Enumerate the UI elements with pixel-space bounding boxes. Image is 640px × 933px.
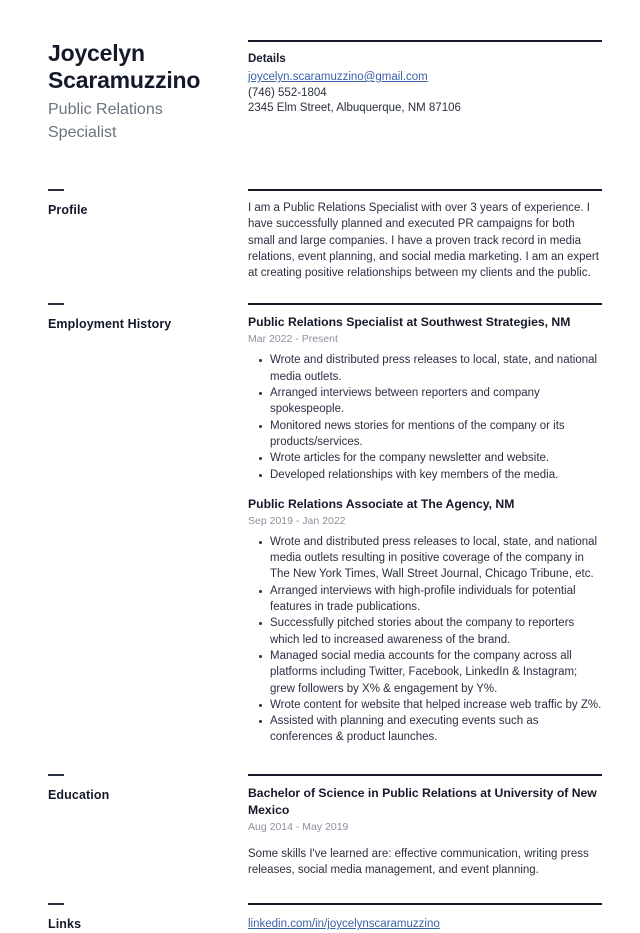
list-item: Wrote and distributed press releases to local, state, and national media outlets resulting in positive coverage of the company in The New York Times, Wall Street Journal, Chicago Tribune, etc. bbox=[270, 534, 602, 583]
list-item: Developed relationships with key members of the media. bbox=[270, 467, 602, 483]
list-item: Wrote and distributed press releases to local, state, and national media outlets. bbox=[270, 352, 602, 385]
section-employment-history bbox=[0, 303, 640, 745]
employment-label-col bbox=[48, 303, 248, 332]
details-phone: (746) 552-1804 bbox=[248, 86, 327, 99]
list-item: Wrote articles for the company newsletter and website. bbox=[270, 450, 602, 466]
list-item: Managed social media accounts for the company across all platforms including Twitter, Facebook, LinkedIn & Instagram; grew followers by X% & engagement by Y%. bbox=[270, 648, 602, 697]
list-item: Wrote content for website that helped increase web traffic by Z%. bbox=[270, 697, 602, 713]
employment-entry-title: Public Relations Associate at The Agency, NM bbox=[248, 496, 515, 511]
profile-label-col bbox=[48, 189, 248, 218]
education-entry-title: Bachelor of Science in Public Relations at University of New Mexico bbox=[248, 785, 597, 817]
section-label-links: Links bbox=[48, 917, 82, 932]
employment-entry-bullets bbox=[248, 534, 602, 746]
education-rule bbox=[248, 774, 602, 776]
dash-marker-icon bbox=[48, 303, 64, 305]
candidate-name: Joycelyn Scaramuzzino bbox=[48, 40, 201, 93]
employment-entry-title: Public Relations Specialist at Southwest Strategies, NM bbox=[248, 315, 571, 330]
section-links bbox=[0, 903, 640, 933]
list-item: Monitored news stories for mentions of the company or its products/services. bbox=[270, 418, 602, 451]
dash-marker-icon bbox=[48, 903, 64, 905]
employment-entry-date: Sep 2019 - Jan 2022 bbox=[248, 514, 346, 527]
employment-entry-date: Mar 2022 - Present bbox=[248, 333, 338, 346]
section-label-employment: Employment History bbox=[48, 317, 172, 332]
list-item: Successfully pitched stories about the company to reporters which led to increased awareness of the brand. bbox=[270, 615, 602, 648]
candidate-job-title: Public Relations Specialist bbox=[48, 101, 163, 141]
employment-entry bbox=[248, 496, 602, 746]
list-item: Arranged interviews with high-profile individuals for potential features in trade publications. bbox=[270, 583, 602, 616]
section-education bbox=[0, 774, 640, 879]
linkedin-link[interactable]: linkedin.com/in/joycelynscaramuzzino bbox=[248, 918, 440, 931]
details-email-row bbox=[248, 67, 602, 86]
employment-entry-bullets bbox=[248, 352, 602, 482]
header-identity bbox=[48, 40, 248, 144]
dash-marker-icon bbox=[48, 189, 64, 191]
profile-rule bbox=[248, 189, 602, 191]
links-label-col bbox=[48, 903, 248, 932]
list-item: Assisted with planning and executing events such as conferences & product launches. bbox=[270, 713, 602, 746]
details-rule bbox=[248, 40, 602, 42]
resume-header bbox=[0, 0, 640, 144]
education-entry-date: Aug 2014 - May 2019 bbox=[248, 820, 349, 833]
education-entry-description: Some skills I've learned are: effective communication, writing press releases, social media management, and event planning. bbox=[248, 847, 589, 877]
profile-text: I am a Public Relations Specialist with over 3 years of experience. I have successfully planned and executed PR campaigns for both small and large companies. I have a proven track record in media relations, event planning, and social media marketing. I am an expert at creating positive relationships between my clients and the public. bbox=[248, 202, 599, 280]
links-list bbox=[248, 914, 602, 933]
section-label-education: Education bbox=[48, 787, 110, 802]
employment-content bbox=[248, 303, 602, 745]
profile-content bbox=[248, 189, 602, 281]
section-profile bbox=[0, 189, 640, 281]
education-label-col bbox=[48, 774, 248, 803]
email-link[interactable]: joycelyn.scaramuzzino@gmail.com bbox=[248, 71, 428, 83]
employment-entry bbox=[248, 314, 602, 482]
list-item: Arranged interviews between reporters and company spokespeople. bbox=[270, 385, 602, 418]
links-rule bbox=[248, 903, 602, 905]
links-content bbox=[248, 903, 602, 933]
section-label-profile: Profile bbox=[48, 203, 88, 217]
education-content bbox=[248, 774, 602, 879]
employment-rule bbox=[248, 303, 602, 305]
details-address: 2345 Elm Street, Albuquerque, NM 87106 bbox=[248, 102, 461, 114]
education-entry bbox=[248, 785, 602, 879]
details-heading: Details bbox=[248, 53, 286, 65]
dash-marker-icon bbox=[48, 774, 64, 776]
details-block bbox=[248, 40, 602, 117]
